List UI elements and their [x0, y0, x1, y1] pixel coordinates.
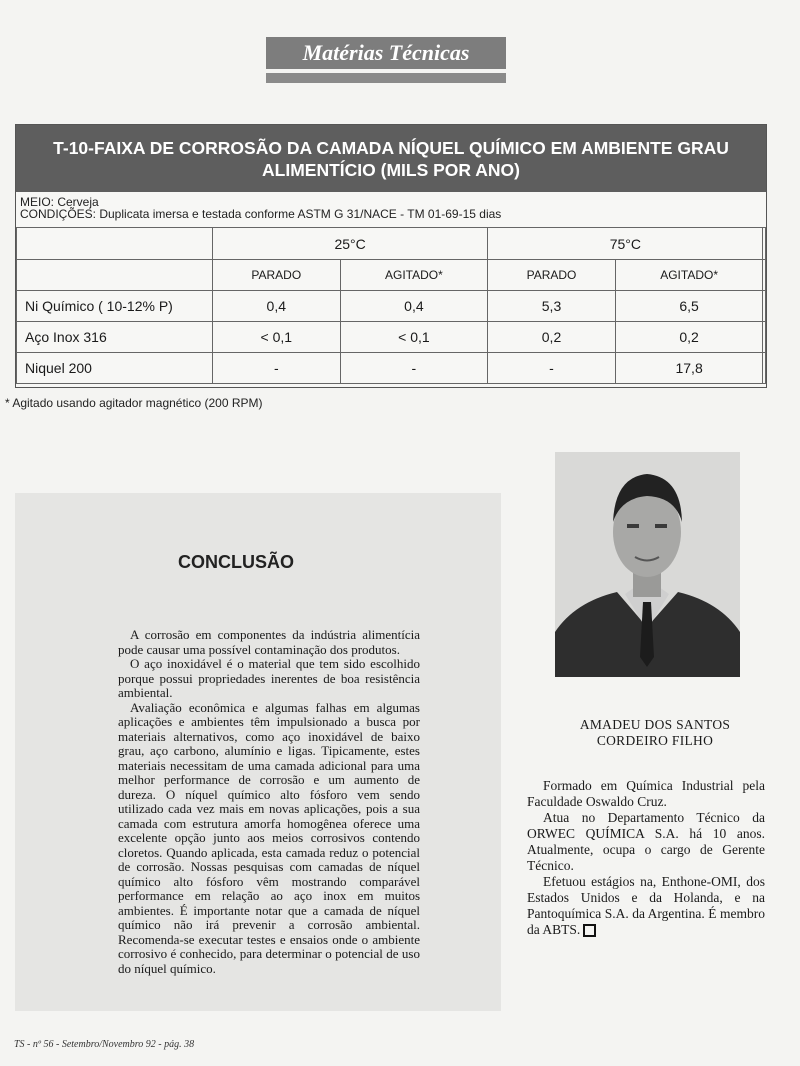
table-cell: -	[488, 353, 616, 384]
table-row	[17, 322, 766, 353]
conclusion-paragraph: O aço inoxidável é o material que tem sido escolhido porque possui propriedades inerentes de boa resistência ambiental.	[118, 656, 420, 700]
table-cell: < 0,1	[340, 322, 488, 353]
table-empty-cell	[763, 260, 766, 291]
page-footer: TS - nº 56 - Setembro/Novembro 92 - pág. 38	[14, 1039, 195, 1050]
table-cell: 17,8	[615, 353, 763, 384]
bio-paragraph: Formado em Química Industrial pela Faculdade Oswaldo Cruz.	[527, 778, 765, 809]
table-empty-cell	[763, 291, 766, 322]
table-corner-cell	[17, 228, 213, 260]
table-cell: 0,4	[213, 291, 341, 322]
author-name-line1: AMADEU DOS SANTOS	[579, 717, 731, 732]
temp-header-25: 25°C	[213, 228, 488, 260]
section-header	[266, 37, 506, 69]
table-header-row-conditions	[17, 260, 766, 291]
table-cell: 5,3	[488, 291, 616, 322]
bio-paragraph	[527, 874, 765, 938]
table-title	[16, 125, 766, 192]
row-label: Niquel 200	[17, 353, 213, 384]
table-cell: -	[213, 353, 341, 384]
subheader-cell: PARADO	[488, 260, 616, 291]
row-label: Ni Químico ( 10-12% P)	[17, 291, 213, 322]
subheader-cell: AGITADO*	[615, 260, 763, 291]
conclusion-title: CONCLUSÃO	[178, 552, 294, 572]
table-header-row-temps	[17, 228, 766, 260]
author-bio	[527, 778, 765, 938]
temp-header-75: 75°C	[488, 228, 763, 260]
conclusion-paragraph: Avaliação econômica e algumas falhas em algumas aplicações e ambientes têm impulsionado a busca por materiais alternativos, como aço inoxidável de baixo grau, aço carbono, alumínio e ligas. Tipicamente, estes materiais necessitam de uma camada adicional para uma melhor performance de corrosão e um aumento de dureza. O níquel químico alto fósforo vem sendo utilizado cada vez mais em novas aplicações, pois a sua camada com estrutura amorfa homogênea oferece uma excelente opção junto aos meios corrosivos contendo cloretos. Quando aplicada, esta camada reduz o potencial de corrosão. Nossas pesquisas com camadas de níquel químico alto fósforo vêm mostrando comparável performance em relação ao aço inox em muitos ambientes. É importante notar que a camada de níquel químico não irá prevenir a corrosão ambiental. Recomenda-se executar testes e ensaios onde o ambiente corrosivo é conhecido, para determinar o potencial de uso do níquel químico.	[118, 699, 420, 976]
table-empty-cell	[763, 353, 766, 384]
section-rule	[266, 73, 506, 83]
table-title-line1: T-10-FAIXA DE CORROSÃO DA CAMADA NÍQUEL QUÍMICO EM AMBIENTE GRAU	[53, 138, 729, 158]
corrosion-data-table	[16, 227, 766, 384]
conclusion-text	[118, 628, 420, 976]
table-cell: 0,4	[340, 291, 488, 322]
table-footnote: * Agitado usando agitador magnético (200 RPM)	[5, 396, 263, 410]
table-cell: 6,5	[615, 291, 763, 322]
section-title: Matérias Técnicas	[302, 40, 470, 65]
author-name	[535, 717, 775, 749]
table-title-line2: ALIMENTÍCIO (MILS POR ANO)	[262, 160, 520, 180]
table-row	[17, 353, 766, 384]
author-name-line2: CORDEIRO FILHO	[596, 733, 714, 748]
table-empty-cell	[763, 228, 766, 260]
table-cell: < 0,1	[213, 322, 341, 353]
table-cell: 0,2	[488, 322, 616, 353]
bio-paragraph: Atua no Departamento Técnico da ORWEC QUÍMICA S.A. há 10 anos. Atualmente, ocupa o cargo de Gerente Técnico.	[527, 810, 765, 873]
table-cell: 0,2	[615, 322, 763, 353]
subheader-cell: AGITADO*	[340, 260, 488, 291]
author-portrait-image	[555, 452, 740, 677]
subheader-cell: PARADO	[213, 260, 341, 291]
author-photo	[555, 452, 740, 677]
table-empty-cell	[763, 322, 766, 353]
table-row	[17, 291, 766, 322]
corrosion-table-box	[15, 124, 767, 388]
table-cell: -	[340, 353, 488, 384]
conclusion-paragraph: A corrosão em componentes da indústria alimentícia pode causar uma possível contaminação dos produtos.	[118, 627, 420, 657]
bio-paragraph-text: Efetuou estágios na, Enthone-OMI, dos Estados Unidos e da Holanda, e na Pantoquímica S.A. da Argentina. É membro da ABTS.	[527, 874, 765, 937]
table-corner-cell	[17, 260, 213, 291]
end-of-article-icon	[583, 924, 596, 937]
row-label: Aço Inox 316	[17, 322, 213, 353]
table-condicoes: CONDIÇÕES: Duplicata imersa e testada conforme ASTM G 31/NACE - TM 01-69-15 dias	[20, 207, 502, 221]
table-meio: MEIO: Cerveja	[20, 195, 99, 209]
